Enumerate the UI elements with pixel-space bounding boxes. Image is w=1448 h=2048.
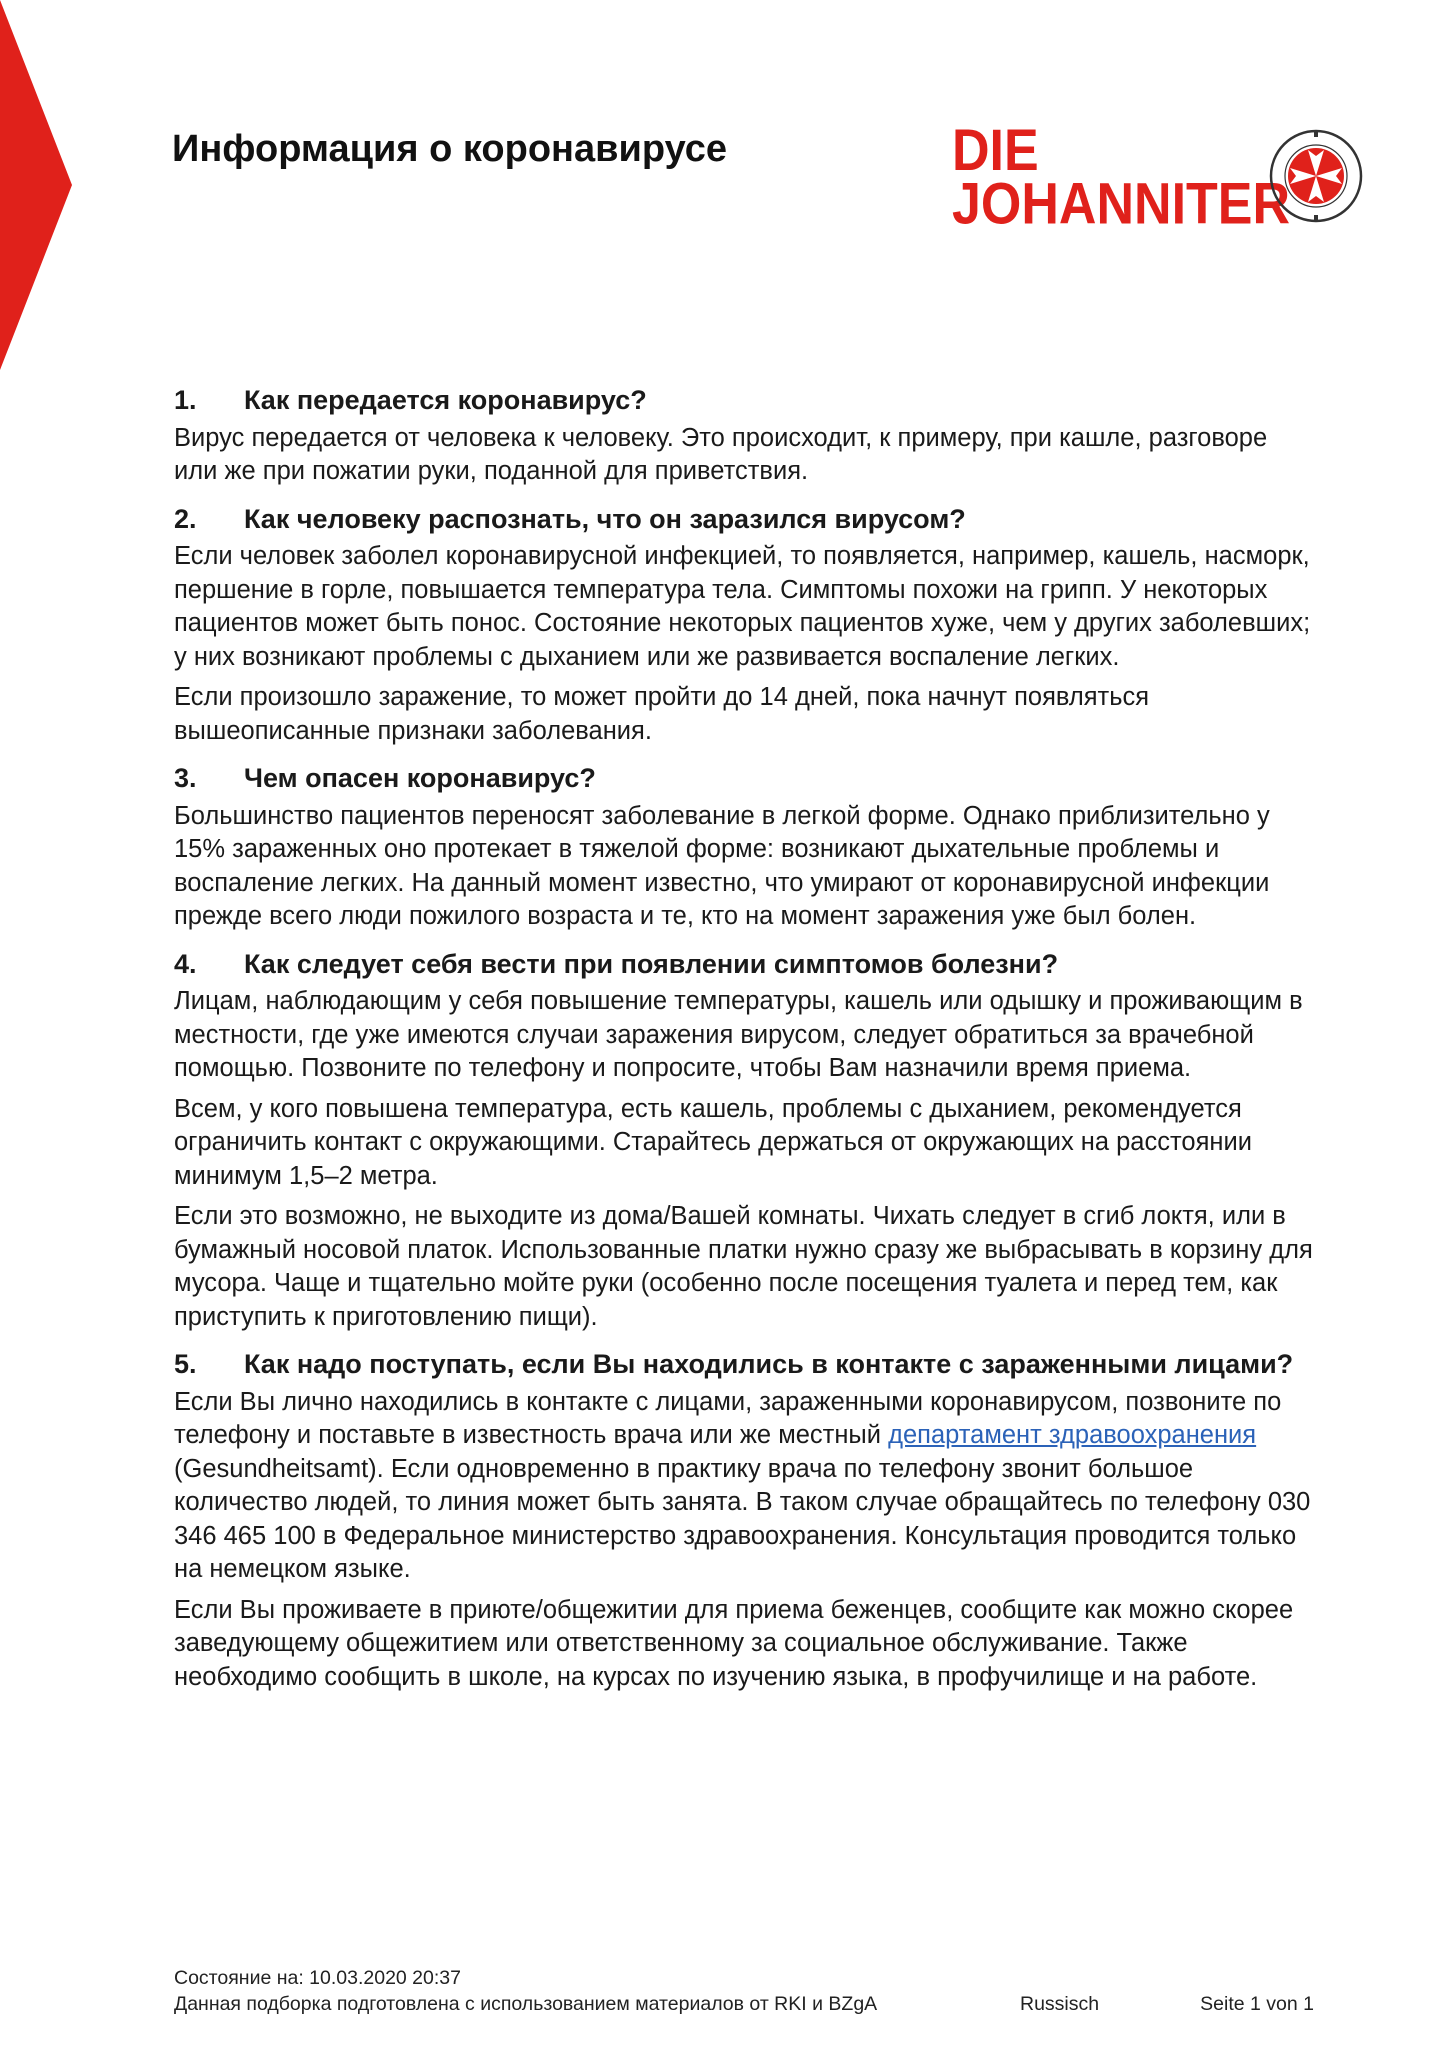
section-title: Как следует себя вести при появлении симптомов болезни? [244, 948, 1059, 979]
paragraph: Большинство пациентов переносят заболевание в легкой форме. Однако приблизительно у 15% зараженных оно протекает в тяжелой форме: возникают дыхательные проблемы и воспаление легких. На данный момент известно, что умирают от коронавирусной инфекции прежде всего люди пожилого возраста и те, кто на момент заражения уже был болен. [174, 801, 1270, 930]
footer-status-row [174, 1965, 1314, 1991]
section-1 [174, 384, 1314, 489]
footer-status: Состояние на: 10.03.2020 20:37 [174, 1967, 461, 1989]
section-heading [174, 1348, 1314, 1382]
footer-page-number: Seite 1 von 1 [1200, 1993, 1314, 2015]
footer-source: Данная подборка подготовлена с использованием материалов от RKI и BZgA [174, 1993, 878, 2015]
red-corner-triangle [0, 0, 80, 370]
footer-source-row [174, 1991, 1314, 2017]
paragraph-text: Если Вы лично находились в контакте с лицами, зараженными коронавирусом, позвоните по телефону и поставьте в известность врача или же местный [174, 1387, 1282, 1449]
section-title: Как надо поступать, если Вы находились в контакте с зараженными лицами? [244, 1349, 1294, 1379]
logo-line-johanniter: JOHANNITER [952, 172, 1291, 238]
johanniter-cross-seal-icon [1268, 128, 1364, 224]
section-number: 3. [174, 763, 197, 793]
footer-language: Russisch [1020, 1993, 1100, 2015]
document-body [174, 384, 1314, 1708]
paragraph: Вирус передается от человека к человеку. Это происходит, к примеру, при кашле, разговоре или же при пожатии руки, поданной для приветствия. [174, 423, 1268, 485]
paragraph: Всем, у кого повышена температура, есть кашель, проблемы с дыханием, рекомендуется ограничить контакт с окружающими. Старайтесь держаться от окружающих на расстоянии минимум 1,5–2 метра. [174, 1094, 1252, 1190]
section-heading [174, 948, 1314, 982]
section-heading [174, 503, 1314, 537]
section-number: 4. [174, 948, 197, 979]
section-number: 2. [174, 503, 197, 534]
section-3 [174, 762, 1314, 934]
section-heading [174, 762, 1314, 796]
paragraph: Если человек заболел коронавирусной инфекцией, то появляется, например, кашель, насморк, першение в горле, повышается температура тела. Симптомы похожи на грипп. У некоторых пациентов может быть понос. Состояние некоторых пациентов хуже, чем у других заболевших; у них возникают проблемы с дыханием или же развивается воспаление легких. [174, 542, 1311, 671]
johanniter-logo [952, 118, 1291, 238]
paragraph: Если произошло заражение, то может пройти до 14 дней, пока начнут появляться вышеописанные признаки заболевания. [174, 683, 1150, 745]
section-heading [174, 384, 1314, 418]
section-title: Как человеку распознать, что он заразился вирусом? [244, 503, 966, 534]
logo-line-die: DIE [952, 118, 1039, 184]
paragraph: Если Вы проживаете в приюте/общежитии для приема беженцев, сообщите как можно скорее заведующему общежитием или ответственному за социальное обслуживание. Также необходимо сообщить в школе, на курсах по изучению языка, в профучилище и на работе. [174, 1595, 1294, 1691]
section-2 [174, 503, 1314, 749]
section-title: Чем опасен коронавирус? [244, 763, 596, 793]
paragraph-text: (Gesundheitsamt). Если одновременно в практику врача по телефону звонит большое количество людей, то линия может быть занята. В таком случае обращайтесь по телефону 030 346 465 100 в Федеральное министерство здравоохранения. Консультация проводится только на немецком языке. [174, 1454, 1311, 1583]
paragraph: Лицам, наблюдающим у себя повышение температуры, кашель или одышку и проживающим в местности, где уже имеются случаи заражения вирусом, следует обратиться за врачебной помощью. Позвоните по телефону и попросите, чтобы Вам назначили время приема. [174, 987, 1303, 1082]
health-department-link[interactable]: департамент здравоохранения [888, 1421, 1257, 1449]
section-number: 5. [174, 1349, 197, 1379]
section-title: Как передается коронавирус? [244, 385, 647, 415]
page-footer [174, 1965, 1314, 2017]
paragraph [174, 1386, 1314, 1587]
paragraph: Если это возможно, не выходите из дома/Вашей комнаты. Чихать следует в сгиб локтя, или в бумажный носовой платок. Использованные платки нужно сразу же выбрасывать в корзину для мусора. Чаще и тщательно мойте руки (особенно после посещения туалета и перед тем, как приступить к приготовлению пищи). [174, 1202, 1313, 1331]
page-title: Информация о коронавирусе [172, 128, 728, 170]
section-number: 1. [174, 385, 197, 415]
section-4 [174, 948, 1314, 1335]
section-5 [174, 1348, 1314, 1694]
